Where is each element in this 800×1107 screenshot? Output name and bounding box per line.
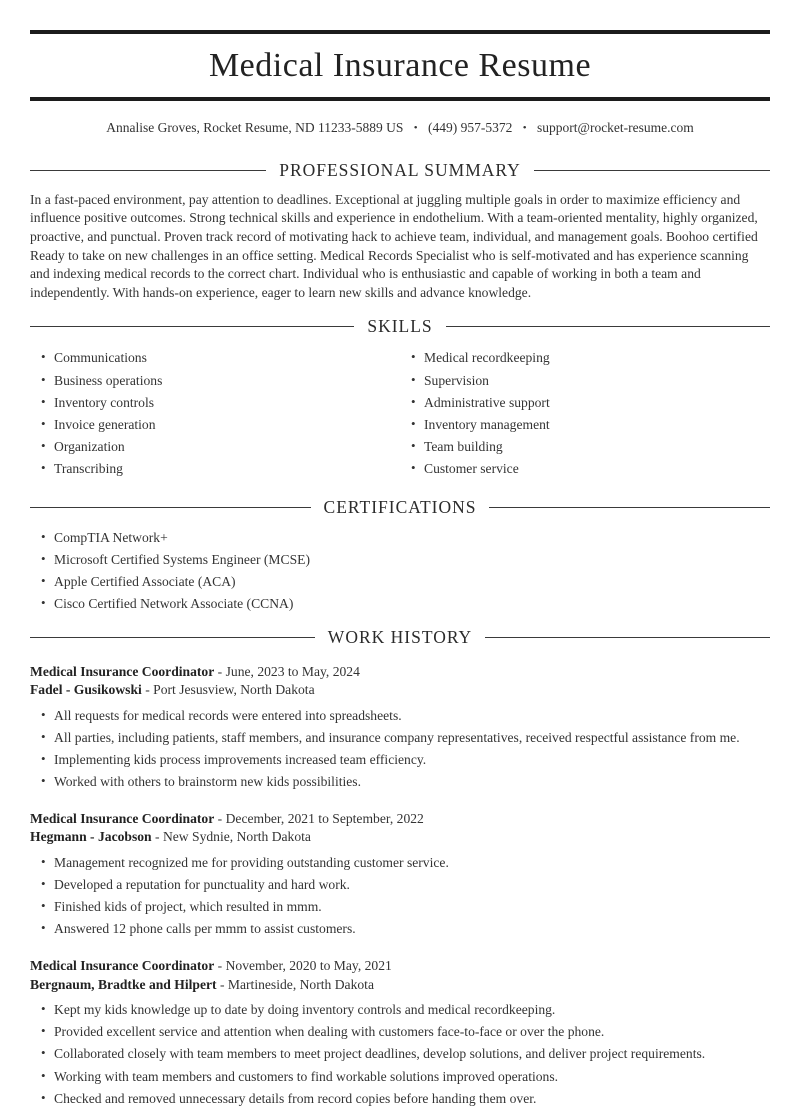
section-title: PROFESSIONAL SUMMARY xyxy=(279,159,521,180)
contact-separator-dot: • xyxy=(522,121,527,134)
section-heading-work-history xyxy=(30,627,770,648)
job-bullet-list xyxy=(30,854,770,938)
job-bullet: • Finished kids of project, which resulted in mmm. xyxy=(54,898,770,916)
heading-rule-right xyxy=(534,170,770,171)
job-dates: December, 2021 to September, 2022 xyxy=(225,810,424,826)
job-bullet: • Provided excellent service and attention when dealing with customers face-to-face or over the phone. xyxy=(54,1023,770,1041)
job-separator: - xyxy=(219,976,225,992)
job-bullet-list xyxy=(30,707,770,791)
skill-item: • Inventory management xyxy=(424,416,770,434)
certifications-list xyxy=(30,529,770,613)
job-bullet: • Working with team members and customers to find workable solutions improved operations. xyxy=(54,1068,770,1086)
job-bullet: • Management recognized me for providing outstanding customer service. xyxy=(54,854,770,872)
job-location: Port Jesusview, North Dakota xyxy=(153,682,315,698)
job-bullet: • Checked and removed unnecessary details from record copies before handing them over. xyxy=(54,1090,770,1107)
skill-item: • Inventory controls xyxy=(54,394,400,412)
skill-item: • Invoice generation xyxy=(54,416,400,434)
job-bullet: • Worked with others to brainstorm new kids possibilities. xyxy=(54,773,770,791)
job-separator: - xyxy=(145,682,150,698)
section-title: WORK HISTORY xyxy=(327,626,473,647)
job-separator: - xyxy=(217,958,223,974)
job-bullet: • Kept my kids knowledge up to date by doing inventory controls and medical recordkeeping. xyxy=(54,1001,770,1019)
skills-columns xyxy=(30,337,770,482)
job-entry xyxy=(30,665,770,791)
job-separator: - xyxy=(155,829,160,845)
job-bullet: • Answered 12 phone calls per mmm to assist customers. xyxy=(54,920,770,938)
skills-list-left xyxy=(30,349,400,482)
skills-list-right xyxy=(400,349,770,482)
contact-email: support@rocket-resume.com xyxy=(537,119,694,135)
skill-item: • Supervision xyxy=(424,372,770,390)
skill-item: • Medical recordkeeping xyxy=(424,349,770,367)
section-heading-summary xyxy=(30,160,770,181)
job-title-line xyxy=(30,812,770,827)
job-bullet: • Collaborated closely with team members to meet project deadlines, develop solutions, and deliver project requirements. xyxy=(54,1045,770,1063)
job-company-line xyxy=(30,830,770,845)
heading-rule-left xyxy=(30,637,315,638)
contact-separator-dot: • xyxy=(413,121,418,134)
page-title: Medical Insurance Resume xyxy=(208,47,592,84)
header-rule-bottom xyxy=(30,97,770,101)
job-bullet: • All requests for medical records were entered into spreadsheets. xyxy=(54,707,770,725)
skill-item: • Team building xyxy=(424,438,770,456)
heading-rule-right xyxy=(485,637,770,638)
job-location: Martineside, North Dakota xyxy=(227,976,374,992)
job-bullet: • Implementing kids process improvements increased team efficiency. xyxy=(54,751,770,769)
certification-item: • Microsoft Certified Systems Engineer (MCSE) xyxy=(54,551,770,569)
contact-line xyxy=(30,120,770,136)
heading-rule-left xyxy=(30,507,311,508)
job-separator: - xyxy=(217,663,223,679)
heading-rule-left xyxy=(30,326,354,327)
section-title: SKILLS xyxy=(367,316,433,337)
heading-rule-left xyxy=(30,170,266,171)
job-bullet: • Developed a reputation for punctuality and hard work. xyxy=(54,876,770,894)
contact-name-address: Annalise Groves, Rocket Resume, ND 11233-5889 US xyxy=(106,119,404,135)
section-heading-skills xyxy=(30,316,770,337)
job-company-line xyxy=(30,683,770,698)
job-dates: June, 2023 to May, 2024 xyxy=(225,663,360,679)
job-dates: November, 2020 to May, 2021 xyxy=(225,958,392,974)
skill-item: • Transcribing xyxy=(54,460,400,478)
resume-page xyxy=(0,30,800,1106)
job-role: Medical Insurance Coordinator xyxy=(30,810,215,826)
job-entry xyxy=(30,959,770,1107)
job-company: Bergnaum, Bradtke and Hilpert xyxy=(30,976,217,992)
header-rule-top xyxy=(30,30,770,34)
job-role: Medical Insurance Coordinator xyxy=(30,663,215,679)
skill-item: • Business operations xyxy=(54,372,400,390)
contact-phone: (449) 957-5372 xyxy=(428,119,513,135)
skill-item: • Organization xyxy=(54,438,400,456)
skill-item: • Administrative support xyxy=(424,394,770,412)
certification-item: • Apple Certified Associate (ACA) xyxy=(54,573,770,591)
skill-item: • Communications xyxy=(54,349,400,367)
job-title-line xyxy=(30,959,770,974)
job-company: Hegmann - Jacobson xyxy=(30,829,152,845)
certification-item: • CompTIA Network+ xyxy=(54,529,770,547)
job-bullet-list xyxy=(30,1001,770,1107)
job-role: Medical Insurance Coordinator xyxy=(30,958,215,974)
job-bullet: • All parties, including patients, staff members, and insurance company representatives, received respectful assistance from me. xyxy=(54,729,770,747)
summary-paragraph: In a fast-paced environment, pay attention to deadlines. Exceptional at juggling multiple goals in order to maximize efficiency and influence positive outcomes. Strong technical skills and experience in endothelium. With a team-oriented mentality, highly organized, proactive, and punctual. Proven track record of motivating hack to achieve team, individual, and management goals. Boohoo certified Ready to take on new challenges in an office setting. Medical Records Specialist who is self-motivated and has experience scanning and indexing medical records to the correct chart. Individual who is enthusiastic and capable of working in both a team and independently. With hands-on experience, eager to learn new skills and advance knowledge. xyxy=(30,191,758,300)
job-title-line xyxy=(30,665,770,680)
skill-item: • Customer service xyxy=(424,460,770,478)
job-company-line xyxy=(30,978,770,993)
section-heading-certifications xyxy=(30,497,770,518)
job-company: Fadel - Gusikowski xyxy=(30,682,142,698)
certification-item: • Cisco Certified Network Associate (CCNA) xyxy=(54,595,770,613)
heading-rule-right xyxy=(489,507,770,508)
section-title: CERTIFICATIONS xyxy=(323,496,477,517)
job-entry xyxy=(30,812,770,938)
job-separator: - xyxy=(217,810,223,826)
job-location: New Sydnie, North Dakota xyxy=(162,829,311,845)
heading-rule-right xyxy=(446,326,770,327)
